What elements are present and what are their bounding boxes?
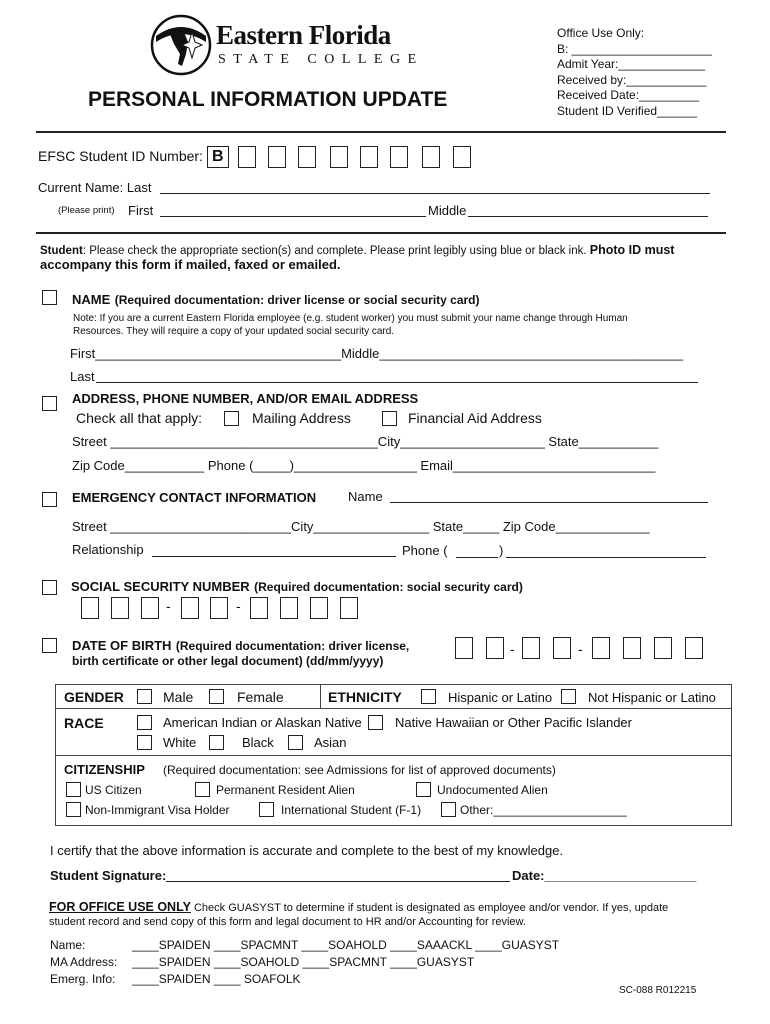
dob-section-title: DATE OF BIRTH	[72, 638, 172, 653]
emergency-phone-close: )	[499, 543, 504, 558]
citizenship-label: CITIZENSHIP	[64, 762, 145, 777]
signature-field[interactable]	[166, 881, 510, 882]
address-section-title: ADDRESS, PHONE NUMBER, AND/OR EMAIL ADDRESS	[72, 391, 419, 406]
dob-section-header	[72, 637, 409, 655]
office-name-codes[interactable]: ____SPAIDEN ____SPACMNT ____SOAHOLD ____SAAACKL ____GUASYST	[132, 938, 560, 952]
race-american-indian-label: American Indian or Alaskan Native	[163, 715, 362, 730]
race-asian-label: Asian	[314, 735, 347, 750]
permanent-resident-label: Permanent Resident Alien	[216, 783, 355, 797]
student-id-digit-5[interactable]	[360, 146, 378, 168]
office-use-received-date[interactable]: Received Date:_________	[557, 88, 700, 102]
dob-section-doc: (Required documentation: driver license,	[175, 639, 410, 653]
logo-line1: Eastern Florida	[216, 20, 391, 50]
page-title: PERSONAL INFORMATION UPDATE	[88, 88, 448, 111]
demographics-divider-2	[55, 755, 731, 756]
office-use-text2: student record and send copy of this form and legal document to HR and/or Accounting for review.	[49, 916, 526, 928]
office-use-b[interactable]: B: _____________________	[557, 41, 712, 56]
office-use-admit-year[interactable]: Admit Year:_____________	[557, 57, 706, 71]
ssn-digit-9[interactable]	[340, 597, 358, 619]
ssn-digit-4[interactable]	[181, 597, 199, 619]
instructions	[40, 243, 674, 257]
gender-male-label: Male	[163, 689, 194, 705]
other-citizenship-field[interactable]: Other:____________________	[460, 803, 627, 817]
office-use-received-by[interactable]: Received by:____________	[557, 72, 707, 87]
emergency-name-label: Name	[348, 489, 383, 504]
non-immigrant-checkbox[interactable]	[66, 802, 81, 817]
non-immigrant-label: Non-Immigrant Visa Holder	[85, 803, 230, 817]
student-id-digit-2[interactable]	[268, 146, 286, 168]
name-section-title: NAME	[72, 292, 111, 307]
office-emerg-label: Emerg. Info:	[50, 972, 116, 986]
undocumented-label: Undocumented Alien	[437, 783, 548, 797]
name-section-checkbox[interactable]	[42, 290, 57, 305]
international-student-checkbox[interactable]	[259, 802, 274, 817]
address-section-checkbox[interactable]	[42, 396, 57, 411]
race-black-checkbox[interactable]	[209, 735, 224, 750]
student-id-prefix: B	[212, 148, 224, 165]
office-emerg-codes[interactable]: ____SPAIDEN ____ SOAFOLK	[132, 972, 301, 986]
other-citizenship-checkbox[interactable]	[441, 802, 456, 817]
ssn-dash-2: -	[236, 598, 241, 614]
gender-male-checkbox[interactable]	[137, 689, 152, 704]
current-middle-name-field[interactable]	[468, 216, 708, 217]
office-ma-codes[interactable]: ____SPAIDEN ____SOAHOLD ____SPACMNT ____GUASYST	[132, 955, 475, 969]
certify-statement: I certify that the above information is accurate and complete to the best of my knowledge.	[50, 843, 564, 858]
student-id-digit-8[interactable]	[453, 146, 471, 168]
race-hawaiian-checkbox[interactable]	[368, 715, 383, 730]
header-divider	[36, 131, 726, 133]
ssn-digit-8[interactable]	[310, 597, 328, 619]
ssn-section-title: SOCIAL SECURITY NUMBER	[71, 579, 250, 594]
financial-aid-address-checkbox[interactable]	[382, 411, 397, 426]
ssn-digit-6[interactable]	[250, 597, 268, 619]
dob-day-1[interactable]	[455, 637, 473, 659]
ssn-section-doc: (Required documentation: social security card)	[254, 580, 523, 594]
check-all-label: Check all that apply:	[76, 410, 203, 426]
office-use-instructions	[49, 900, 668, 914]
ethnicity-label: ETHNICITY	[328, 689, 402, 705]
ssn-digit-5[interactable]	[210, 597, 228, 619]
us-citizen-checkbox[interactable]	[66, 782, 81, 797]
please-print-note: (Please print)	[58, 205, 115, 216]
student-id-digit-4[interactable]	[330, 146, 348, 168]
race-white-checkbox[interactable]	[137, 735, 152, 750]
new-first-middle-field[interactable]: First__________________________________Middle__________________________________________	[70, 346, 684, 361]
ssn-dash-1: -	[166, 598, 171, 614]
emergency-phone-area-field[interactable]	[456, 557, 498, 558]
address-zip-phone-email-field[interactable]: Zip Code___________ Phone (_____)_________________ Email____________________________	[72, 458, 656, 473]
ssn-digit-3[interactable]	[141, 597, 159, 619]
dob-year-1[interactable]	[592, 637, 610, 659]
emergency-relationship-label: Relationship	[72, 542, 144, 557]
dob-dash-1: -	[510, 641, 515, 657]
race-label: RACE	[64, 715, 104, 731]
current-name-label: Current Name: Last	[38, 180, 152, 195]
ethnicity-hispanic-label: Hispanic or Latino	[448, 690, 553, 705]
instructions-text: : Please check the appropriate section(s) and complete. Please print legibly using blue or black ink.	[82, 245, 587, 257]
ethnicity-hispanic-checkbox[interactable]	[421, 689, 436, 704]
student-id-prefix-box	[207, 146, 229, 168]
office-name-label: Name:	[50, 938, 86, 952]
ethnicity-not-hispanic-label: Not Hispanic or Latino	[588, 690, 716, 705]
office-use-id-verified[interactable]: Student ID Verified______	[557, 103, 698, 118]
name-section-header	[72, 291, 480, 309]
office-use-heading: Office Use Only:	[557, 26, 645, 40]
ssn-digit-1[interactable]	[81, 597, 99, 619]
race-white-label: White	[163, 735, 197, 750]
ssn-section-header	[71, 578, 523, 596]
new-last-label: Last	[70, 369, 95, 384]
name-section-doc: (Required documentation: driver license or social security card)	[114, 293, 480, 307]
dob-day-2[interactable]	[486, 637, 504, 659]
name-note-line2: Resources. They will require a copy of your updated social security card.	[73, 326, 395, 337]
emergency-section-title: EMERGENCY CONTACT INFORMATION	[72, 490, 317, 505]
undocumented-checkbox[interactable]	[416, 782, 431, 797]
dob-year-3[interactable]	[654, 637, 672, 659]
us-citizen-label: US Citizen	[85, 783, 142, 797]
current-first-name-field[interactable]	[160, 216, 426, 217]
signature-label: Student Signature:	[50, 868, 167, 883]
current-middle-label: Middle	[428, 203, 467, 218]
office-ma-label: MA Address:	[50, 955, 118, 969]
dob-section-line2: birth certificate or other legal document) (dd/mm/yyyy)	[72, 654, 384, 668]
dob-month-2[interactable]	[553, 637, 571, 659]
citizenship-doc: (Required documentation: see Admissions for list of approved documents)	[163, 763, 556, 777]
student-id-digit-3[interactable]	[298, 146, 316, 168]
dob-year-4[interactable]	[685, 637, 703, 659]
dob-section-checkbox[interactable]	[42, 638, 57, 653]
office-use-text1: Check GUASYST to determine if student is designated as employee and/or vendor. If yes, update	[193, 902, 669, 914]
ssn-section-checkbox[interactable]	[42, 580, 57, 595]
demographics-divider	[55, 708, 731, 709]
student-id-digit-7[interactable]	[422, 146, 440, 168]
student-id-digit-1[interactable]	[238, 146, 256, 168]
office-use-box	[557, 26, 712, 119]
section-divider	[36, 232, 726, 234]
office-use-only-heading: FOR OFFICE USE ONLY	[49, 900, 191, 914]
current-first-label: First	[128, 203, 154, 218]
instructions-photo-id: Photo ID must	[589, 243, 675, 257]
race-asian-checkbox[interactable]	[288, 735, 303, 750]
college-logo	[150, 14, 424, 76]
logo-line2: STATE COLLEGE	[218, 52, 424, 67]
demographics-col-divider	[320, 684, 321, 708]
financial-aid-address-label: Financial Aid Address	[408, 410, 542, 426]
emergency-phone-label: Phone (	[402, 543, 448, 558]
mailing-address-checkbox[interactable]	[224, 411, 239, 426]
college-seal-icon	[150, 14, 212, 76]
dob-year-2[interactable]	[623, 637, 641, 659]
emergency-phone-field[interactable]	[506, 557, 706, 558]
instructions-lead: Student	[40, 245, 83, 257]
signature-date-field[interactable]: Date:_____________________	[512, 868, 697, 883]
gender-label: GENDER	[64, 689, 124, 705]
new-last-name-field[interactable]	[96, 382, 698, 383]
form-code: SC-088 R012215	[619, 985, 697, 996]
dob-dash-2: -	[578, 641, 583, 657]
race-black-label: Black	[242, 735, 274, 750]
ethnicity-not-hispanic-checkbox[interactable]	[561, 689, 576, 704]
emergency-street-city-state-zip-field[interactable]: Street _________________________City________________ State_____ Zip Code_____________	[72, 519, 650, 534]
instructions-line2: accompany this form if mailed, faxed or emailed.	[40, 257, 341, 272]
race-american-indian-checkbox[interactable]	[137, 715, 152, 730]
ssn-digit-2[interactable]	[111, 597, 129, 619]
name-note-line1: Note: If you are a current Eastern Florida employee (e.g. student worker) you must submit your name change through Human	[73, 313, 628, 324]
student-id-label: EFSC Student ID Number:	[38, 148, 203, 164]
student-id-digit-6[interactable]	[390, 146, 408, 168]
gender-female-checkbox[interactable]	[209, 689, 224, 704]
emergency-name-field[interactable]	[390, 502, 708, 503]
dob-month-1[interactable]	[522, 637, 540, 659]
race-hawaiian-label: Native Hawaiian or Other Pacific Islander	[395, 715, 632, 730]
gender-female-label: Female	[237, 689, 284, 705]
permanent-resident-checkbox[interactable]	[195, 782, 210, 797]
emergency-section-checkbox[interactable]	[42, 492, 57, 507]
current-last-name-field[interactable]	[160, 193, 710, 194]
emergency-relationship-field[interactable]	[152, 556, 396, 557]
mailing-address-label: Mailing Address	[252, 410, 351, 426]
international-student-label: International Student (F-1)	[281, 803, 422, 817]
address-street-city-state-field[interactable]: Street _____________________________________City____________________ State___________	[72, 434, 659, 449]
ssn-digit-7[interactable]	[280, 597, 298, 619]
